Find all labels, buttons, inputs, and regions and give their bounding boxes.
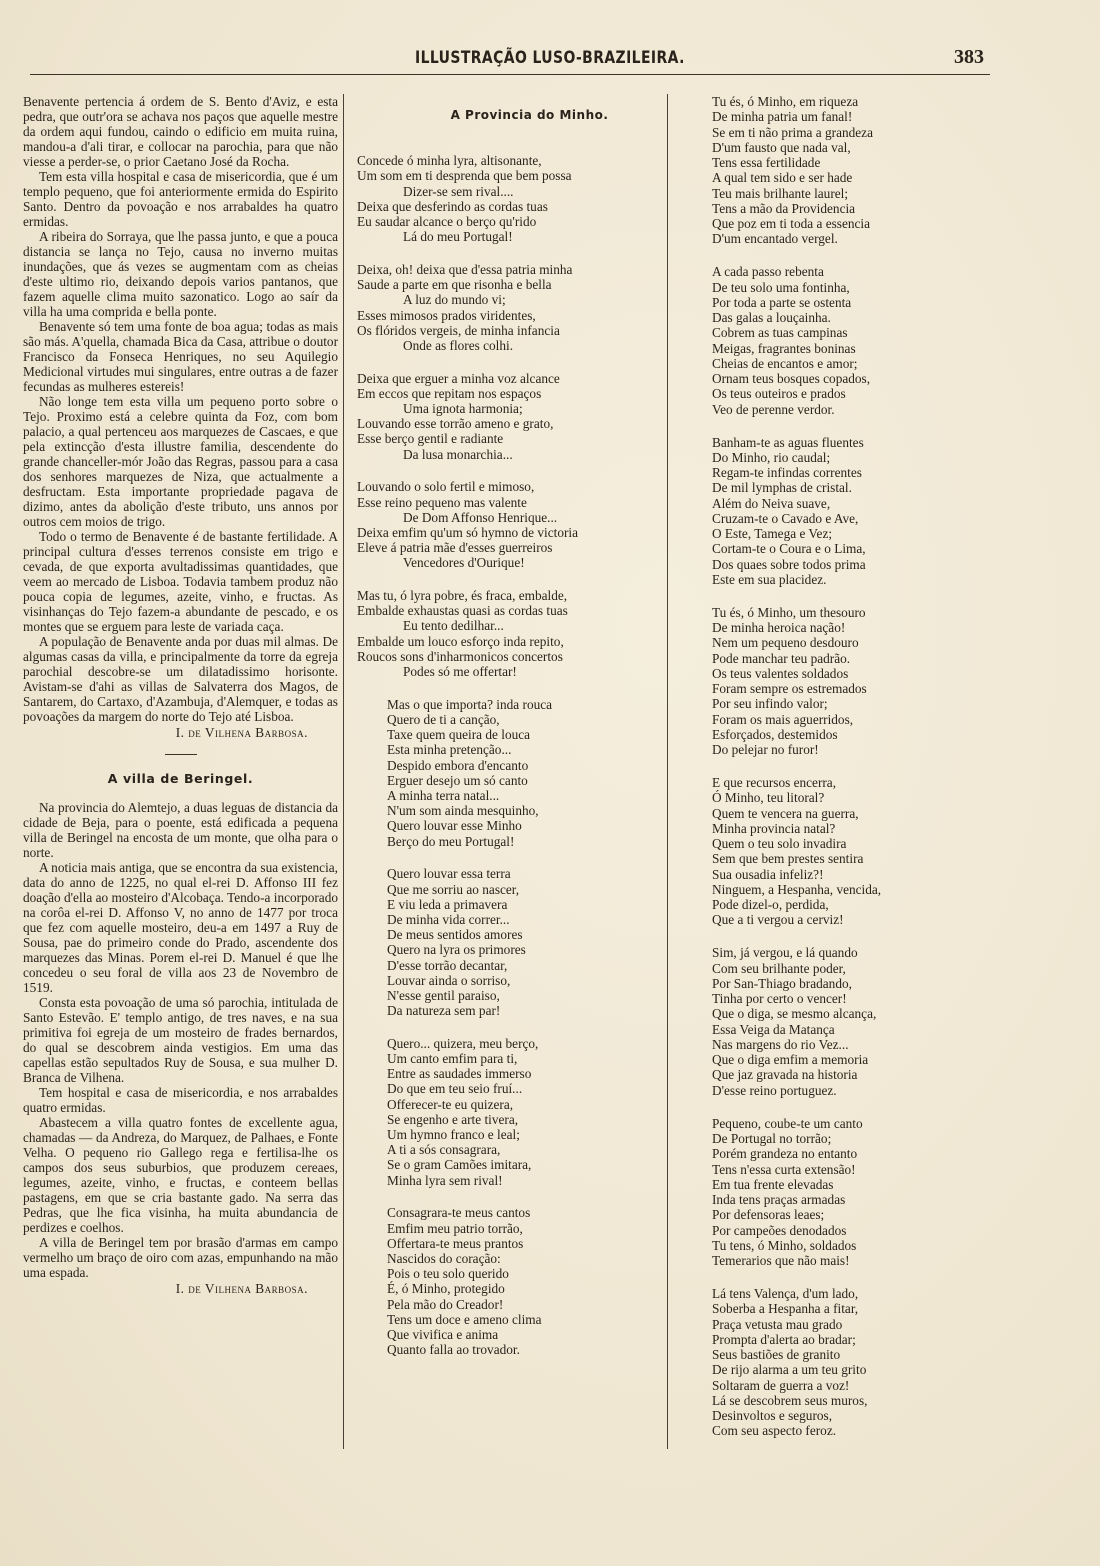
- verse-line: Que vivifica e anima: [387, 1327, 499, 1343]
- verse-line: De rijo alarma a um teu grito: [712, 1362, 867, 1378]
- stanza: [357, 1205, 662, 1357]
- verse-line: Deixa, oh! deixa que d'essa patria minha: [357, 261, 573, 277]
- verse-line: Tens um doce e ameno clima: [387, 1311, 542, 1327]
- paragraph: Consta esta povoação de uma só parochia, intitulada de Santo Estevão. E' templo antigo, de tres naves, e na sua primitiva foi egreja de um mosteiro de frades bernardos, do qual se descobrem ainda vestigios. Em uma das capellas estão sepultados Ruy de Sousa, e sua mulher D. Branca de Vilhena.: [23, 995, 338, 1085]
- verse-line: Pela mão do Creador!: [387, 1296, 504, 1312]
- verse-line: Mas o que importa? inda rouca: [387, 696, 553, 712]
- verse-line: Nem um pequeno desdouro: [712, 635, 859, 651]
- verse-line: Que o diga emfim a memoria: [712, 1052, 869, 1068]
- paragraph: Todo o termo de Benavente é de bastante fertilidade. A principal cultura d'esses terrenos consiste em trigo e cevada, de que exporta avultadissimas quantidades, que veem ao mercado de Lisboa. Todavia tambem produz não pouca copia de legumes, azeite, vinho, e fructas. As visinhanças do Tejo fazem-a abundante de pescado, e os montes que se erguem para leste de variada caça.: [23, 529, 338, 634]
- verse-line: Louvar ainda o sorriso,: [387, 972, 511, 988]
- stanza: [712, 775, 927, 928]
- verse-line: De Dom Affonso Henrique...: [403, 509, 558, 525]
- verse-line: Louvando o solo fertil e mimoso,: [357, 479, 535, 495]
- verse-line: Tens essa fertilidade: [712, 155, 821, 170]
- verse-line: Berço do meu Portugal!: [387, 833, 515, 849]
- paragraph: A população de Benavente anda por duas mil almas. De algumas casas da villa, e principalmente da torre da egreja parochial descobre-se um dilatadissimo horisonte. Avistam-se d'ahi as villas de Salvaterra dos Magos, de Santarem, do Cartaxo, d'Azambuja, d'Alemquer, e todas as povoações da margem do norte do Tejo até Lisboa.: [23, 634, 338, 724]
- verse-line: Quem te vencera na guerra,: [712, 805, 859, 821]
- verse-line: Um som em ti desprenda que bem possa: [357, 168, 572, 184]
- verse-line: Inda tens praças armadas: [712, 1192, 846, 1208]
- verse-line: Pode manchar teu padrão.: [712, 650, 851, 666]
- verse-line: Se o gram Camões imitara,: [387, 1157, 532, 1173]
- verse-line: Lá tens Valença, d'um lado,: [712, 1286, 859, 1302]
- verse-line: Lá se descobrem seus muros,: [712, 1392, 868, 1408]
- verse-line: Quero louvar essa terra: [387, 866, 511, 882]
- stanza: [357, 1036, 662, 1188]
- stanza: [357, 866, 662, 1018]
- verse-line: Que o diga, se mesmo alcança,: [712, 1006, 877, 1022]
- verse-line: Desinvoltos e seguros,: [712, 1408, 833, 1424]
- verse-line: Quero... quizera, meu berço,: [387, 1035, 539, 1051]
- verse-line: De meus sentidos amores: [387, 927, 523, 943]
- stanza: [357, 371, 662, 462]
- poem-stanzas: [357, 153, 662, 1357]
- column-rule: [667, 94, 668, 1449]
- verse-line: Do que em teu seio fruí...: [387, 1081, 523, 1097]
- verse-line: Despido embora d'encanto: [387, 757, 529, 773]
- verse-line: O Este, Tamega e Vez;: [712, 526, 833, 542]
- verse-line: Emfim meu patrio torrão,: [387, 1220, 523, 1236]
- verse-line: A minha terra natal...: [387, 788, 500, 804]
- verse-line: Seus bastiões de granito: [712, 1347, 841, 1363]
- verse-line: De Portugal no torrão;: [712, 1131, 832, 1147]
- verse-line: Por defensoras leaes;: [712, 1207, 825, 1223]
- verse-line: Uma ignota harmonia;: [403, 401, 523, 417]
- verse-line: Sem que bem prestes sentira: [712, 851, 864, 867]
- verse-line: A ti a sós consagrara,: [387, 1142, 501, 1158]
- section-divider: [165, 754, 197, 755]
- verse-line: Deixa que desferindo as cordas tuas: [357, 198, 548, 214]
- verse-line: Em eccos que repitam nos espaços: [357, 385, 542, 401]
- verse-line: Que me sorriu ao nascer,: [387, 881, 520, 897]
- verse-line: Soberba a Hespanha a fitar,: [712, 1301, 859, 1317]
- verse-line: E que recursos encerra,: [712, 775, 837, 791]
- verse-line: Que poz em ti toda a essencia: [712, 216, 871, 231]
- stanza: [357, 153, 662, 244]
- verse-line: Os flóridos vergeis, de minha infancia: [357, 322, 560, 338]
- verse-line: Minha lyra sem rival!: [387, 1172, 503, 1188]
- paragraph: Tem hospital e casa de misericordia, e nos arrabaldes quatro ermidas.: [23, 1085, 338, 1115]
- stanza: [712, 1286, 927, 1439]
- verse-line: Prompta d'alerta ao bradar;: [712, 1331, 856, 1347]
- verse-line: Nas margens do rio Vez...: [712, 1036, 849, 1052]
- verse-line: Esta minha pretenção...: [387, 742, 512, 758]
- verse-line: Pequeno, coube-te um canto: [712, 1115, 863, 1131]
- verse-line: Erguer desejo um só canto: [387, 772, 528, 788]
- article-beringel: [23, 800, 338, 1280]
- verse-line: Deixa emfim qu'um só hymno de victoria: [357, 524, 579, 540]
- paragraph: A ribeira do Sorraya, que lhe passa junto, e que a pouca distancia se lança no Tejo, causa no inverno muitas inundações, que ás vezes se augmentam com as cheias d'este ultimo rio, deixando depois varios pantanos, que fazem aquelle clima muito sazonatico. Logo ao saír da villa ha uma comprida e bella ponte.: [23, 229, 338, 319]
- verse-line: Cortam-te o Coura e o Lima,: [712, 541, 866, 557]
- verse-line: Saude a parte em que risonha e bella: [357, 277, 552, 293]
- verse-line: Por San-Thiago bradando,: [712, 975, 852, 991]
- verse-line: D'um encantado vergel.: [712, 231, 838, 247]
- verse-line: Porém grandeza no entanto: [712, 1146, 858, 1162]
- verse-line: D'esse torrão decantar,: [387, 957, 508, 973]
- article-heading: A villa de Beringel.: [107, 771, 254, 786]
- paragraph: Na provincia do Alemtejo, a duas leguas de distancia da cidade de Beja, para o poente, está edificada a pequena villa de Beringel na encosta de um monte, que olha para o norte.: [23, 800, 338, 860]
- verse-line: A qual tem sido e ser hade: [712, 170, 853, 186]
- paragraph: Benavente pertencia á ordem de S. Bento d'Aviz, e esta pedra, que outr'ora se achava nos paços que aquelle mestre da ordem aqui fundou, caindo o edificio em muita ruina, mandou-a d'ali tirar, e collocar na parochia, para que não viesse a perder-se, o prior Caetano José da Rocha.: [23, 94, 338, 169]
- verse-line: Esse reino pequeno mas valente: [357, 494, 527, 510]
- column-poem: [357, 94, 662, 1375]
- verse-line: Mas tu, ó lyra pobre, és fraca, embalde,: [357, 588, 568, 604]
- column-prose: [23, 94, 338, 1296]
- stanza: [357, 262, 662, 353]
- verse-line: Tu és, ó Minho, em riqueza: [712, 94, 859, 109]
- verse-line: De minha heroica nação!: [712, 620, 846, 636]
- verse-line: Quanto falla ao trovador.: [387, 1342, 520, 1358]
- verse-line: Quero louvar esse Minho: [387, 818, 522, 834]
- column-rule: [343, 94, 344, 1449]
- paragraph: A noticia mais antiga, que se encontra da sua existencia, data do anno de 1225, no qual el-rei D. Affonso III fez doação d'ella ao mosteiro d'Alcobaça. Tendo-a incorporado na corôa el-rei D. Affonso V, no anno de 1477 por troca que fez com aquelle mosteiro, deu-a em 1497 a Ruy de Sousa, pae do primeiro conde do Prado, ascendente dos marquezes das Minas. Porem el-rei D. Manuel é que lhe concedeu o seu foral de villa aos 23 de Novembro de 1519.: [23, 860, 338, 995]
- stanza: [712, 605, 927, 758]
- verse-line: Da natureza sem par!: [387, 1003, 501, 1019]
- verse-line: Quero de ti a canção,: [387, 712, 500, 727]
- verse-line: Vencedores d'Ourique!: [403, 555, 525, 571]
- verse-line: D'esse reino portuguez.: [712, 1082, 837, 1098]
- stanza: [712, 1116, 927, 1269]
- verse-line: Um hymno franco e leal;: [387, 1127, 520, 1143]
- verse-line: Dos quaes sobre todos prima: [712, 556, 866, 572]
- verse-line: Meigas, fragrantes boninas: [712, 340, 856, 356]
- verse-line: Podes só me offertar!: [403, 664, 517, 680]
- column-poem-continued: [712, 94, 927, 1456]
- verse-line: Por campeões denodados: [712, 1222, 847, 1238]
- verse-line: Eleve á patria mãe d'esses guerreiros: [357, 540, 553, 556]
- publication-title: ILLUSTRAÇÃO LUSO-BRAZILEIRA.: [415, 48, 685, 68]
- article-benavente: [23, 94, 338, 724]
- verse-line: Dizer-se sem rival....: [403, 183, 514, 199]
- verse-line: Esses mimosos prados viridentes,: [357, 307, 536, 323]
- verse-line: De minha patria um fanal!: [712, 109, 853, 125]
- verse-line: Esse berço gentil e radiante: [357, 431, 504, 447]
- verse-line: Se em ti não prima a grandeza: [712, 124, 873, 140]
- verse-line: Que a ti vergou a cerviz!: [712, 912, 844, 928]
- verse-line: Temerarios que não mais!: [712, 1253, 850, 1269]
- verse-line: Que jaz gravada na historia: [712, 1067, 858, 1083]
- verse-line: A cada passo rebenta: [712, 264, 824, 280]
- verse-line: Eu tento dedilhar...: [403, 618, 504, 634]
- paragraph: Não longe tem esta villa um pequeno porto sobre o Tejo. Proximo está a celebre quinta da Foz, com bom palacio, a qual pertenceu aos marquezes de Cascaes, e que pela extincção d'esta illustre familia, descendente do grande chanceller-mór João das Regras, passou para a casa dos senhores marquezes de Niza, que actualmente a desfructam. Esta importante propriedade pagava de dizimo, antes da abolição d'este tributo, uns annos por outros cem moios de trigo.: [23, 394, 338, 529]
- stanza: [712, 435, 927, 588]
- verse-line: Com seu aspecto feroz.: [712, 1423, 837, 1439]
- verse-line: Pode dizel-o, perdida,: [712, 897, 829, 913]
- verse-line: Onde as flores colhi.: [403, 337, 514, 353]
- verse-line: Do Minho, rio caudal;: [712, 449, 831, 465]
- verse-line: Lá do meu Portugal!: [403, 229, 513, 245]
- verse-line: Tu és, ó Minho, um thesouro: [712, 604, 866, 620]
- verse-line: Este em sua placidez.: [712, 571, 827, 587]
- verse-line: Embalde um louco esforço inda repito,: [357, 633, 564, 649]
- stanza: [357, 697, 662, 849]
- verse-line: N'um som ainda mesquinho,: [387, 803, 539, 819]
- verse-line: Entre as saudades immerso: [387, 1066, 532, 1082]
- verse-line: Veo de perenne verdor.: [712, 401, 835, 417]
- verse-line: Soltaram de guerra a voz!: [712, 1377, 850, 1393]
- verse-line: Louvando esse torrão ameno e grato,: [357, 416, 554, 432]
- verse-line: Offerecer-te eu quizera,: [387, 1096, 514, 1112]
- verse-line: Concede ó minha lyra, altisonante,: [357, 153, 542, 169]
- verse-line: Em tua frente elevadas: [712, 1176, 834, 1192]
- stanza: [357, 588, 662, 679]
- verse-line: Essa Veiga da Matança: [712, 1021, 835, 1037]
- verse-line: Com seu brilhante poder,: [712, 960, 846, 976]
- verse-line: Foram os mais aguerridos,: [712, 711, 854, 727]
- verse-line: Teu mais brilhante laurel;: [712, 185, 849, 201]
- verse-line: Por seu infindo valor;: [712, 696, 828, 712]
- verse-line: Do pelejar no furor!: [712, 742, 819, 758]
- verse-line: Esforçados, destemidos: [712, 726, 838, 742]
- verse-line: Os teus valentes soldados: [712, 665, 849, 681]
- verse-line: Um canto emfim para ti,: [387, 1051, 518, 1067]
- verse-line: E viu leda a primavera: [387, 896, 508, 912]
- verse-line: Eu saudar alcance o berço qu'rido: [357, 214, 537, 230]
- verse-line: Ornam teus bosques copados,: [712, 371, 871, 387]
- verse-line: Quero na lyra os primores: [387, 942, 526, 958]
- verse-line: Roucos sons d'inharmonicos concertos: [357, 648, 563, 664]
- paragraph: Tem esta villa hospital e casa de misericordia, que é um templo pequeno, que foi anteriormente ermida do Espirito Santo. Dentro da povoação e nos arrabaldes ha quatro ermidas.: [23, 169, 338, 229]
- verse-line: É, ó Minho, protegido: [387, 1281, 505, 1297]
- verse-line: Pois o teu solo querido: [387, 1266, 509, 1282]
- verse-line: Offertara-te meus prantos: [387, 1235, 524, 1251]
- verse-line: Deixa que erguer a minha voz alcance: [357, 370, 560, 386]
- verse-line: Regam-te infindas correntes: [712, 465, 862, 481]
- verse-line: Minha provincia natal?: [712, 820, 836, 836]
- verse-line: Nascidos do coração:: [387, 1251, 501, 1266]
- verse-line: Sua ousadia infeliz?!: [712, 866, 824, 882]
- verse-line: Ninguem, a Hespanha, vencida,: [712, 881, 882, 897]
- verse-line: Por toda a parte se ostenta: [712, 294, 852, 310]
- verse-line: N'esse gentil paraiso,: [387, 987, 500, 1003]
- verse-line: Das galas a louçainha.: [712, 310, 831, 326]
- verse-line: Se engenho e arte tivera,: [387, 1111, 519, 1127]
- signature: I. de Vilhena Barbosa.: [175, 1281, 308, 1296]
- verse-line: Cheias de encantos e amor;: [712, 355, 858, 371]
- verse-line: Banham-te as aguas fluentes: [712, 434, 864, 450]
- verse-line: Embalde exhaustas quasi as cordas tuas: [357, 603, 568, 619]
- verse-line: Tens n'essa curta extensão!: [712, 1161, 856, 1177]
- paragraph: Abastecem a villa quatro fontes de excellente agua, chamadas — da Andreza, do Marquez, de Palhaes, e Fonte Velha. O pequeno rio Gallego rega e fertilisa-lhe os campos dos seus suburbios, que produzem cereaes, legumes, azeite, vinho, e fructas, e conteem bellas pastagens, em que se cria bastante gado. Na serra das Pedras, que lhe fica visinha, ha muita abundancia de perdizes e coelhos.: [23, 1115, 338, 1235]
- page-number: 383: [954, 46, 984, 68]
- verse-line: Da lusa monarchia...: [403, 446, 513, 462]
- poem-stanzas-continued: [712, 94, 927, 1439]
- paragraph: Benavente só tem uma fonte de boa agua; todas as mais são más. A'quella, chamada Bica da Casa, attribue o doutor Francisco da Fonseca Henriques, no seu Aquilegio Medicional virtudes mui singulares, entre outras a de fazer fecundas as mulheres estereis!: [23, 319, 338, 394]
- verse-line: A luz do mundo vi;: [403, 292, 506, 308]
- verse-line: Praça vetusta mau grado: [712, 1316, 843, 1332]
- stanza: [712, 945, 927, 1098]
- poem-title: A Provincia do Minho.: [450, 108, 609, 122]
- page-header: [30, 46, 990, 75]
- stanza: [712, 264, 927, 417]
- stanza: [712, 94, 927, 247]
- verse-line: De minha vida correr...: [387, 911, 510, 927]
- verse-line: Além do Neiva suave,: [712, 495, 831, 511]
- verse-line: Cruzam-te o Cavado e Ave,: [712, 510, 859, 526]
- verse-line: Tinha por certo o vencer!: [712, 991, 847, 1007]
- verse-line: Tu tens, ó Minho, soldados: [712, 1237, 857, 1253]
- verse-line: Ó Minho, teu litoral?: [712, 790, 825, 806]
- verse-line: De mil lymphas de cristal.: [712, 480, 852, 496]
- verse-line: Cobrem as tuas campinas: [712, 325, 848, 341]
- verse-line: Foram sempre os estremados: [712, 681, 867, 697]
- verse-line: De teu solo uma fontinha,: [712, 279, 850, 295]
- verse-line: Consagrara-te meus cantos: [387, 1205, 531, 1221]
- verse-line: D'um fausto que nada val,: [712, 139, 851, 155]
- paragraph: A villa de Beringel tem por brasão d'armas em campo vermelho um braço de oiro com azas, empunhando na mão uma espada.: [23, 1235, 338, 1280]
- signature: I. de Vilhena Barbosa.: [175, 725, 308, 740]
- stanza: [357, 479, 662, 570]
- verse-line: Os teus outeiros e prados: [712, 386, 846, 402]
- verse-line: Tens a mão da Providencia: [712, 200, 856, 216]
- verse-line: Taxe quem queira de louca: [387, 727, 531, 743]
- verse-line: Quem o teu solo invadira: [712, 836, 847, 852]
- verse-line: Sim, já vergou, e lá quando: [712, 945, 858, 961]
